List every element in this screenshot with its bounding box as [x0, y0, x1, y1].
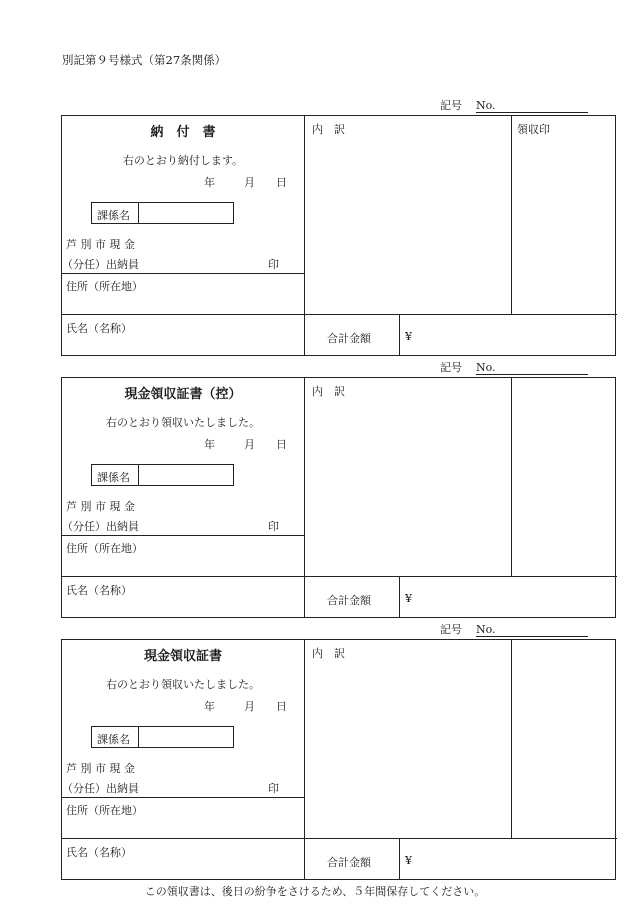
cash-line-label: 芦 別 市 現 金: [66, 500, 135, 513]
name-label[interactable]: 氏名（名称）: [66, 322, 132, 335]
kigo-label: 記号: [440, 99, 462, 112]
seal-label: 印: [268, 782, 279, 795]
statement-text: 右のとおり領収いたしました。: [106, 416, 260, 429]
section-label: 課係名: [97, 209, 130, 222]
divider: [62, 314, 617, 315]
slip-title: 現金領収証書: [143, 649, 222, 664]
divider: [62, 838, 617, 839]
breakdown-label[interactable]: 内 訳: [312, 647, 345, 660]
total-label: 合計金額: [327, 332, 371, 345]
slip-3: [61, 639, 616, 880]
cashier-label: （分任）出納員: [62, 782, 139, 795]
address-label[interactable]: 住所（所在地）: [66, 542, 143, 555]
divider: [304, 378, 305, 617]
breakdown-label[interactable]: 内 訳: [312, 385, 345, 398]
footer-note: この領収書は、後日の紛争をさけるため、５年間保存してください。: [144, 885, 486, 898]
address-label[interactable]: 住所（所在地）: [66, 280, 143, 293]
divider: [62, 797, 304, 798]
divider: [511, 116, 512, 314]
address-label[interactable]: 住所（所在地）: [66, 804, 143, 817]
cash-line-label: 芦 別 市 現 金: [66, 762, 135, 775]
date-year: 年: [204, 176, 215, 189]
cashier-label: （分任）出納員: [62, 520, 139, 533]
section-field[interactable]: [91, 464, 234, 486]
divider: [138, 465, 139, 485]
yen-label[interactable]: ¥: [405, 592, 412, 605]
divider: [511, 378, 512, 576]
number-field[interactable]: No.: [476, 99, 588, 113]
divider: [62, 576, 617, 577]
divider: [62, 535, 304, 536]
slip-2: [61, 377, 616, 618]
number-field[interactable]: No.: [476, 623, 588, 637]
seal-label: 印: [268, 258, 279, 271]
yen-label[interactable]: ¥: [405, 854, 412, 867]
kigo-number: [440, 621, 588, 637]
cash-line-label: 芦 別 市 現 金: [66, 238, 135, 251]
slip-title: 現金領収証書（控）: [124, 387, 242, 402]
name-label[interactable]: 氏名（名称）: [66, 584, 132, 597]
slip-1: [61, 115, 616, 356]
divider: [62, 273, 304, 274]
divider: [304, 116, 305, 355]
slip-title: 納 付 書: [150, 125, 216, 140]
seal-label: 印: [268, 520, 279, 533]
date-year: 年: [204, 700, 215, 713]
total-label: 合計金額: [327, 594, 371, 607]
kigo-number: [440, 359, 588, 375]
date-day: 日: [276, 700, 287, 713]
divider: [399, 314, 400, 355]
date-day: 日: [276, 438, 287, 451]
date-month: 月: [244, 438, 255, 451]
form-header: 別記第９号様式（第27条関係）: [62, 53, 227, 67]
divider: [138, 727, 139, 747]
statement-text: 右のとおり納付します。: [122, 154, 244, 167]
divider: [399, 576, 400, 617]
divider: [399, 838, 400, 879]
date-month: 月: [244, 700, 255, 713]
divider: [511, 640, 512, 838]
total-label: 合計金額: [327, 856, 371, 869]
kigo-number: [440, 97, 588, 113]
name-label[interactable]: 氏名（名称）: [66, 846, 132, 859]
divider: [138, 203, 139, 223]
number-field[interactable]: No.: [476, 361, 588, 375]
kigo-label: 記号: [440, 623, 462, 636]
divider: [304, 640, 305, 879]
date-day: 日: [276, 176, 287, 189]
section-label: 課係名: [97, 733, 130, 746]
breakdown-label[interactable]: 内 訳: [312, 123, 345, 136]
date-year: 年: [204, 438, 215, 451]
receipt-stamp-label: 領収印: [517, 123, 550, 136]
statement-text: 右のとおり領収いたしました。: [106, 678, 260, 691]
section-field[interactable]: [91, 202, 234, 224]
cashier-label: （分任）出納員: [62, 258, 139, 271]
kigo-label: 記号: [440, 361, 462, 374]
yen-label[interactable]: ¥: [405, 330, 412, 343]
section-label: 課係名: [97, 471, 130, 484]
date-month: 月: [244, 176, 255, 189]
section-field[interactable]: [91, 726, 234, 748]
